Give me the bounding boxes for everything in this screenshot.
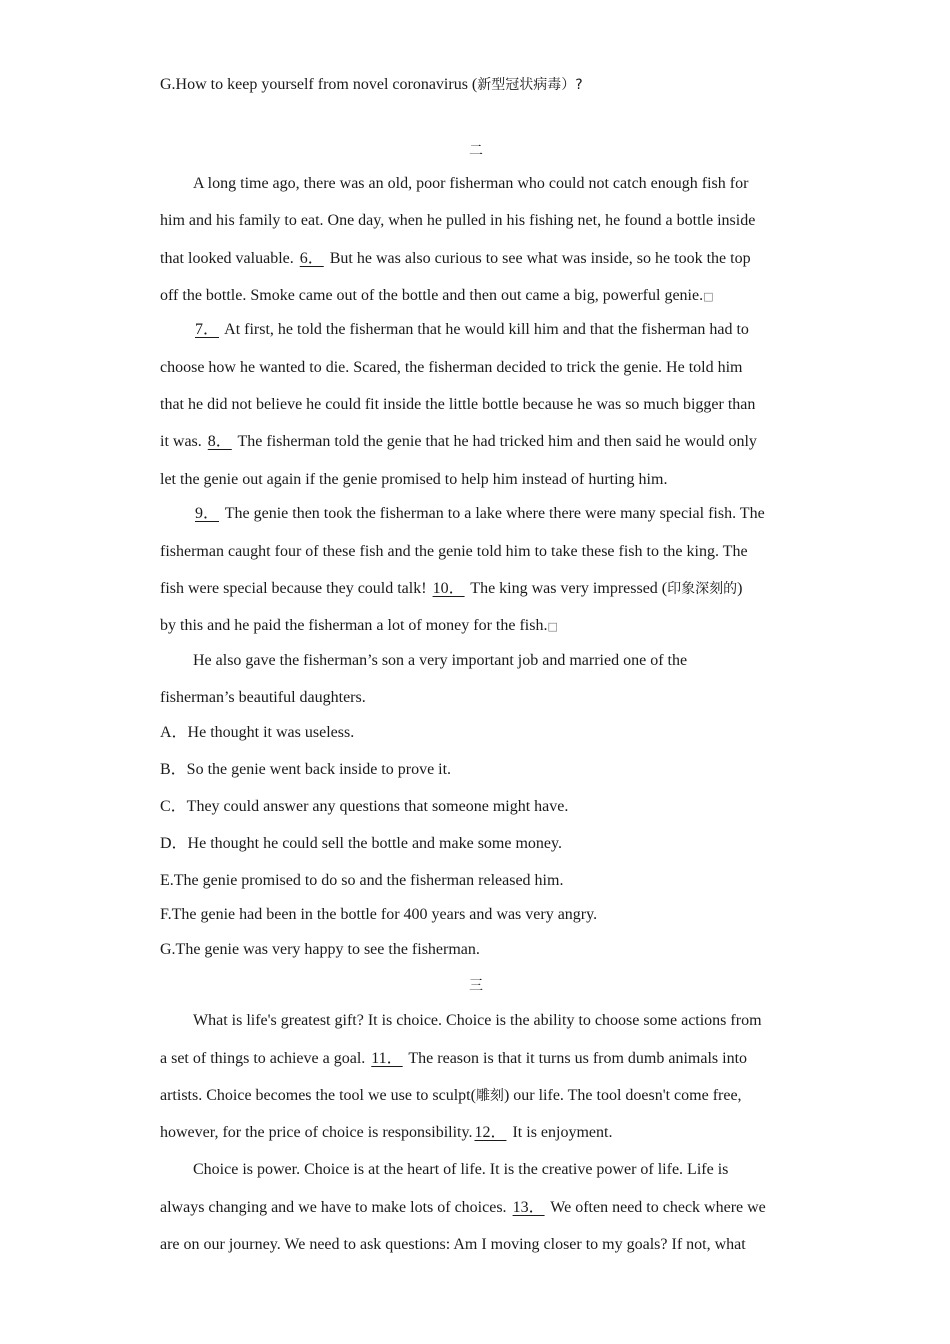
paragraph-line: always changing and we have to make lots of choices. 13． We often need to check where we — [160, 1199, 766, 1216]
paragraph-line: fisherman’s beautiful daughters. — [160, 689, 366, 706]
option-c: C．They could answer any questions that someone might have. — [160, 798, 569, 815]
paragraph-line: it was. 8． The fisherman told the genie that he had tricked him and then said he would only — [160, 433, 757, 450]
blank-7[interactable]: 7． — [195, 321, 220, 338]
prev-option-g — [160, 75, 583, 95]
placeholder-box-icon: □ — [703, 290, 714, 303]
paragraph-line: A long time ago, there was an old, poor fisherman who could not catch enough fish for — [193, 175, 749, 192]
option-d: D．He thought he could sell the bottle and make some money. — [160, 835, 562, 852]
paragraph-line: choose how he wanted to die. Scared, the fisherman decided to trick the genie. He told him — [160, 359, 743, 376]
placeholder-box-icon: □ — [547, 620, 558, 633]
paragraph-line: off the bottle. Smoke came out of the bottle and then out came a big, powerful genie.□ — [160, 287, 714, 304]
blank-12[interactable]: 12． — [474, 1124, 507, 1141]
paragraph-line: are on our journey. We need to ask questions: Am I moving closer to my goals? If not, what — [160, 1236, 746, 1253]
paragraph-line: 9． The genie then took the fisherman to a lake where there were many special fish. The — [195, 505, 765, 522]
paragraph-line: 7． At first, he told the fisherman that he would kill him and that the fisherman had to — [195, 321, 749, 338]
blank-8[interactable]: 8． — [207, 433, 232, 450]
paragraph-line: fish were special because they could talk! 10． The king was very impressed (印象深刻的) — [160, 580, 743, 597]
paragraph-line: fisherman caught four of these fish and the genie told him to take these fish to the king. The — [160, 543, 748, 560]
option-end: ）? — [561, 77, 583, 93]
option-a: A．He thought it was useless. — [160, 724, 355, 741]
paragraph-line: that he did not believe he could fit inside the little bottle because he was so much bigger than — [160, 396, 756, 413]
blank-10[interactable]: 10． — [432, 580, 465, 597]
chinese-gloss: 印象深刻的 — [667, 581, 738, 597]
paragraph-line: by this and he paid the fisherman a lot of money for the fish.□ — [160, 617, 558, 634]
chinese-gloss: 新型冠状病毒 — [477, 77, 562, 93]
paragraph-line: Choice is power. Choice is at the heart of life. It is the creative power of life. Life is — [193, 1161, 729, 1178]
blank-13[interactable]: 13． — [512, 1199, 545, 1216]
option-b: B．So the genie went back inside to prove it. — [160, 761, 452, 778]
blank-6[interactable]: 6． — [299, 250, 324, 267]
paragraph-line: him and his family to eat. One day, when he pulled in his fishing net, he found a bottle inside — [160, 212, 756, 229]
chinese-gloss: 雕刻 — [475, 1088, 504, 1104]
paragraph-line: however, for the price of choice is responsibility. 12． It is enjoyment. — [160, 1124, 613, 1141]
option-e: E.The genie promised to do so and the fisherman released him. — [160, 872, 564, 889]
option-g: G.The genie was very happy to see the fisherman. — [160, 941, 480, 958]
option-text: G.How to keep yourself from novel coronavirus ( — [160, 76, 478, 93]
section-3-heading: 三 — [469, 978, 483, 994]
paragraph-line: let the genie out again if the genie promised to help him instead of hurting him. — [160, 471, 668, 488]
paragraph-line: What is life's greatest gift? It is choice. Choice is the ability to choose some actions from — [193, 1012, 762, 1029]
paragraph-line: that looked valuable. 6． But he was also curious to see what was inside, so he took the top — [160, 250, 751, 267]
paragraph-line: artists. Choice becomes the tool we use to sculpt(雕刻) our life. The tool doesn't come free, — [160, 1087, 742, 1104]
paragraph-line: a set of things to achieve a goal. 11． The reason is that it turns us from dumb animals into — [160, 1050, 748, 1067]
blank-9[interactable]: 9． — [195, 505, 220, 522]
option-f: F.The genie had been in the bottle for 400 years and was very angry. — [160, 906, 598, 923]
section-2-heading: 二 — [469, 143, 483, 159]
blank-11[interactable]: 11． — [371, 1050, 403, 1067]
paragraph-line: He also gave the fisherman’s son a very important job and married one of the — [193, 652, 688, 669]
